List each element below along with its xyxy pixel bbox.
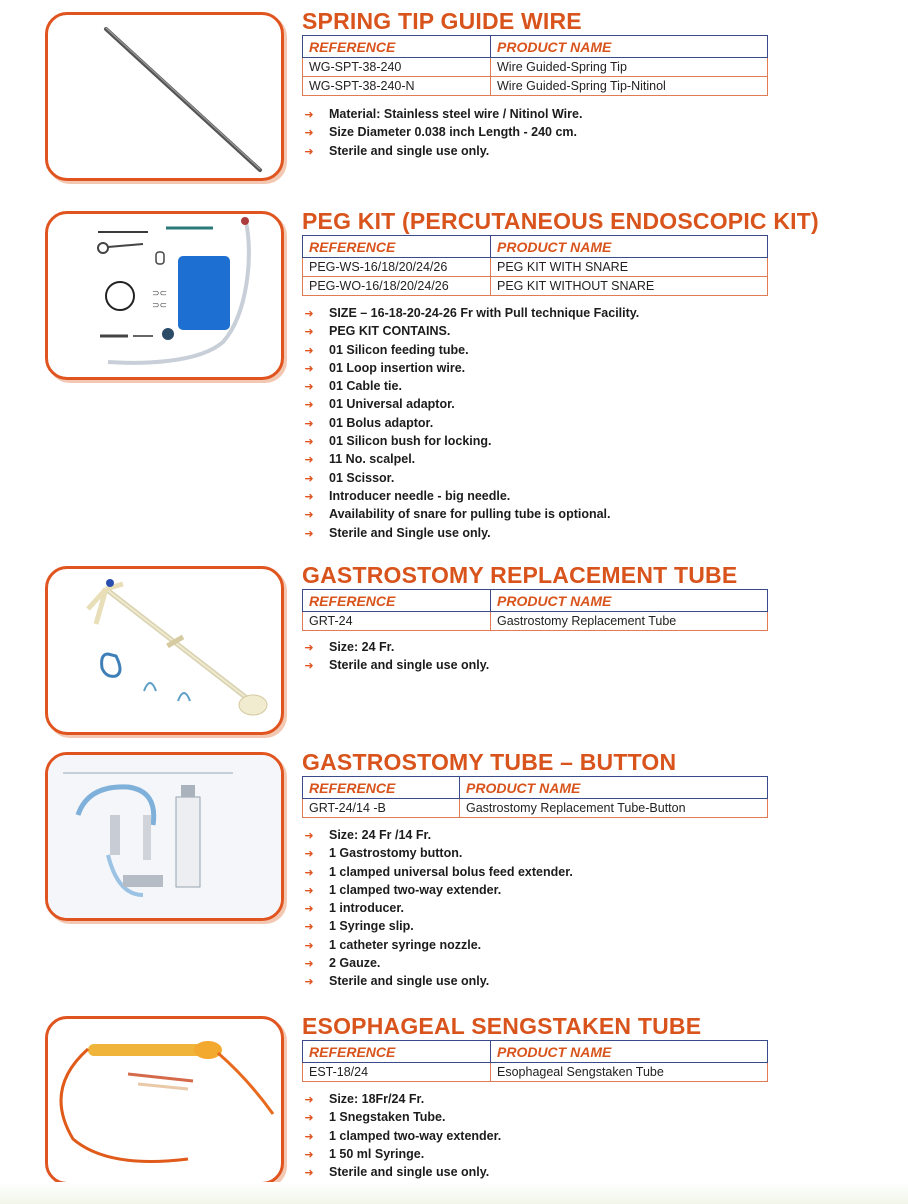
list-item: ➜ Material: Stainless steel wire / Nitinol Wire. bbox=[302, 105, 582, 123]
list-item: ➜ SIZE – 16-18-20-24-26 Fr with Pull technique Facility. bbox=[302, 304, 639, 322]
sengstaken-tube-image bbox=[45, 1016, 284, 1185]
bullet-arrow-icon: ➜ bbox=[304, 509, 314, 522]
reference-header: REFERENCE bbox=[303, 36, 491, 58]
reference-cell: GRT-24/14 -B bbox=[303, 799, 460, 818]
product-name-cell: Wire Guided-Spring Tip bbox=[491, 58, 768, 77]
table-header-row bbox=[303, 236, 768, 258]
list-item: ➜ 2 Gauze. bbox=[302, 954, 573, 972]
list-item: ➜ Sterile and single use only. bbox=[302, 656, 489, 674]
replacement-tube-image bbox=[45, 566, 284, 735]
table-row bbox=[303, 1063, 768, 1082]
bullet-arrow-icon: ➜ bbox=[304, 1148, 314, 1161]
bullet-arrow-icon: ➜ bbox=[304, 1112, 314, 1125]
feature-list bbox=[302, 304, 639, 542]
reference-cell: WG-SPT-38-240-N bbox=[303, 77, 491, 96]
product-name-cell: Gastrostomy Replacement Tube bbox=[491, 612, 768, 631]
bullet-arrow-icon: ➜ bbox=[304, 472, 314, 485]
reference-cell: PEG-WO-16/18/20/24/26 bbox=[303, 277, 491, 296]
table-header-row bbox=[303, 590, 768, 612]
reference-cell: WG-SPT-38-240 bbox=[303, 58, 491, 77]
list-item: ➜ Size: 18Fr/24 Fr. bbox=[302, 1090, 501, 1108]
reference-table bbox=[302, 589, 768, 631]
list-item: ➜ 1 Syringe slip. bbox=[302, 917, 573, 935]
bullet-arrow-icon: ➜ bbox=[304, 454, 314, 467]
list-item: ➜ 01 Universal adaptor. bbox=[302, 395, 639, 413]
peg-kit-image bbox=[45, 211, 284, 380]
bullet-arrow-icon: ➜ bbox=[304, 848, 314, 861]
footer-band bbox=[0, 1182, 908, 1204]
svg-text:⊃⊂: ⊃⊂ bbox=[152, 300, 168, 310]
list-item: ➜ Availability of snare for pulling tube is optional. bbox=[302, 505, 639, 523]
list-item: ➜ Introducer needle - big needle. bbox=[302, 487, 639, 505]
table-header-row bbox=[303, 36, 768, 58]
table-row bbox=[303, 58, 768, 77]
reference-header: REFERENCE bbox=[303, 590, 491, 612]
list-item: ➜ 1 50 ml Syringe. bbox=[302, 1145, 501, 1163]
list-item: ➜ Size Diameter 0.038 inch Length - 240 cm. bbox=[302, 123, 582, 141]
bullet-arrow-icon: ➜ bbox=[304, 417, 314, 430]
bullet-arrow-icon: ➜ bbox=[304, 399, 314, 412]
list-item: ➜ 01 Scissor. bbox=[302, 469, 639, 487]
product-name-cell: PEG KIT WITHOUT SNARE bbox=[491, 277, 768, 296]
product-name-cell: Gastrostomy Replacement Tube-Button bbox=[460, 799, 768, 818]
product-name-cell: PEG KIT WITH SNARE bbox=[491, 258, 768, 277]
list-item: ➜ Size: 24 Fr. bbox=[302, 638, 489, 656]
bullet-arrow-icon: ➜ bbox=[304, 344, 314, 357]
bullet-arrow-icon: ➜ bbox=[304, 381, 314, 394]
bullet-arrow-icon: ➜ bbox=[304, 921, 314, 934]
bullet-arrow-icon: ➜ bbox=[304, 939, 314, 952]
bullet-arrow-icon: ➜ bbox=[304, 958, 314, 971]
list-item: ➜ 11 No. scalpel. bbox=[302, 450, 639, 468]
reference-cell: EST-18/24 bbox=[303, 1063, 491, 1082]
bullet-arrow-icon: ➜ bbox=[304, 490, 314, 503]
feature-list bbox=[302, 826, 573, 991]
bullet-arrow-icon: ➜ bbox=[304, 660, 314, 673]
bullet-arrow-icon: ➜ bbox=[304, 308, 314, 320]
bullet-arrow-icon: ➜ bbox=[304, 866, 314, 879]
bullet-arrow-icon: ➜ bbox=[304, 976, 314, 989]
product-title: GASTROSTOMY TUBE – BUTTON bbox=[302, 749, 677, 775]
reference-header: REFERENCE bbox=[303, 777, 460, 799]
list-item: ➜ Sterile and Single use only. bbox=[302, 524, 639, 542]
list-item: ➜ 1 Snegstaken Tube. bbox=[302, 1108, 501, 1126]
svg-text:⊃⊂: ⊃⊂ bbox=[152, 288, 168, 298]
feature-list bbox=[302, 1090, 501, 1181]
reference-header: REFERENCE bbox=[303, 1041, 491, 1063]
bullet-arrow-icon: ➜ bbox=[304, 127, 314, 140]
product-name-header: PRODUCT NAME bbox=[491, 590, 768, 612]
list-item: ➜ Sterile and single use only. bbox=[302, 142, 582, 160]
table-row bbox=[303, 258, 768, 277]
list-item: ➜ 1 Gastrostomy button. bbox=[302, 844, 573, 862]
table-row bbox=[303, 277, 768, 296]
list-item: ➜ 01 Bolus adaptor. bbox=[302, 414, 639, 432]
bullet-arrow-icon: ➜ bbox=[304, 527, 314, 540]
bullet-arrow-icon: ➜ bbox=[304, 362, 314, 375]
product-title: SPRING TIP GUIDE WIRE bbox=[302, 8, 582, 34]
product-name-header: PRODUCT NAME bbox=[491, 236, 768, 258]
product-name-cell: Esophageal Sengstaken Tube bbox=[491, 1063, 768, 1082]
list-item: ➜ 1 introducer. bbox=[302, 899, 573, 917]
product-name-header: PRODUCT NAME bbox=[491, 1041, 768, 1063]
list-item: ➜ Sterile and single use only. bbox=[302, 972, 573, 990]
list-item: ➜ 1 clamped universal bolus feed extender. bbox=[302, 863, 573, 881]
list-item: ➜ 01 Loop insertion wire. bbox=[302, 359, 639, 377]
reference-cell: PEG-WS-16/18/20/24/26 bbox=[303, 258, 491, 277]
product-title: ESOPHAGEAL SENGSTAKEN TUBE bbox=[302, 1013, 702, 1039]
product-name-header: PRODUCT NAME bbox=[460, 777, 768, 799]
reference-header: REFERENCE bbox=[303, 236, 491, 258]
list-item: ➜ 1 catheter syringe nozzle. bbox=[302, 936, 573, 954]
list-item: ➜ 01 Silicon feeding tube. bbox=[302, 341, 639, 359]
bullet-arrow-icon: ➜ bbox=[304, 436, 314, 449]
reference-table bbox=[302, 1040, 768, 1082]
table-header-row bbox=[303, 777, 768, 799]
bullet-arrow-icon: ➜ bbox=[304, 642, 314, 654]
bullet-arrow-icon: ➜ bbox=[304, 326, 314, 339]
reference-cell: GRT-24 bbox=[303, 612, 491, 631]
bullet-arrow-icon: ➜ bbox=[304, 903, 314, 916]
reference-table bbox=[302, 35, 768, 96]
bullet-arrow-icon: ➜ bbox=[304, 1094, 314, 1106]
table-header-row bbox=[303, 1041, 768, 1063]
product-title: GASTROSTOMY REPLACEMENT TUBE bbox=[302, 562, 738, 588]
bullet-arrow-icon: ➜ bbox=[304, 884, 314, 897]
reference-table bbox=[302, 776, 768, 818]
list-item: ➜ 1 clamped two-way extender. bbox=[302, 1127, 501, 1145]
table-row bbox=[303, 799, 768, 818]
guide-wire-image bbox=[45, 12, 284, 181]
list-item: ➜ 01 Cable tie. bbox=[302, 377, 639, 395]
product-title: PEG KIT (PERCUTANEOUS ENDOSCOPIC KIT) bbox=[302, 208, 819, 234]
list-item: ➜ PEG KIT CONTAINS. bbox=[302, 322, 639, 340]
list-item: ➜ Sterile and single use only. bbox=[302, 1163, 501, 1181]
feature-list bbox=[302, 105, 582, 160]
bullet-arrow-icon: ➜ bbox=[304, 145, 314, 158]
table-row bbox=[303, 612, 768, 631]
product-name-cell: Wire Guided-Spring Tip-Nitinol bbox=[491, 77, 768, 96]
list-item: ➜ 01 Silicon bush for locking. bbox=[302, 432, 639, 450]
product-name-header: PRODUCT NAME bbox=[491, 36, 768, 58]
bullet-arrow-icon: ➜ bbox=[304, 830, 314, 842]
list-item: ➜ 1 clamped two-way extender. bbox=[302, 881, 573, 899]
table-row bbox=[303, 77, 768, 96]
feature-list bbox=[302, 638, 489, 675]
bullet-arrow-icon: ➜ bbox=[304, 1167, 314, 1180]
tube-button-image bbox=[45, 752, 284, 921]
bullet-arrow-icon: ➜ bbox=[304, 109, 314, 121]
reference-table bbox=[302, 235, 768, 296]
bullet-arrow-icon: ➜ bbox=[304, 1130, 314, 1143]
list-item: ➜ Size: 24 Fr /14 Fr. bbox=[302, 826, 573, 844]
